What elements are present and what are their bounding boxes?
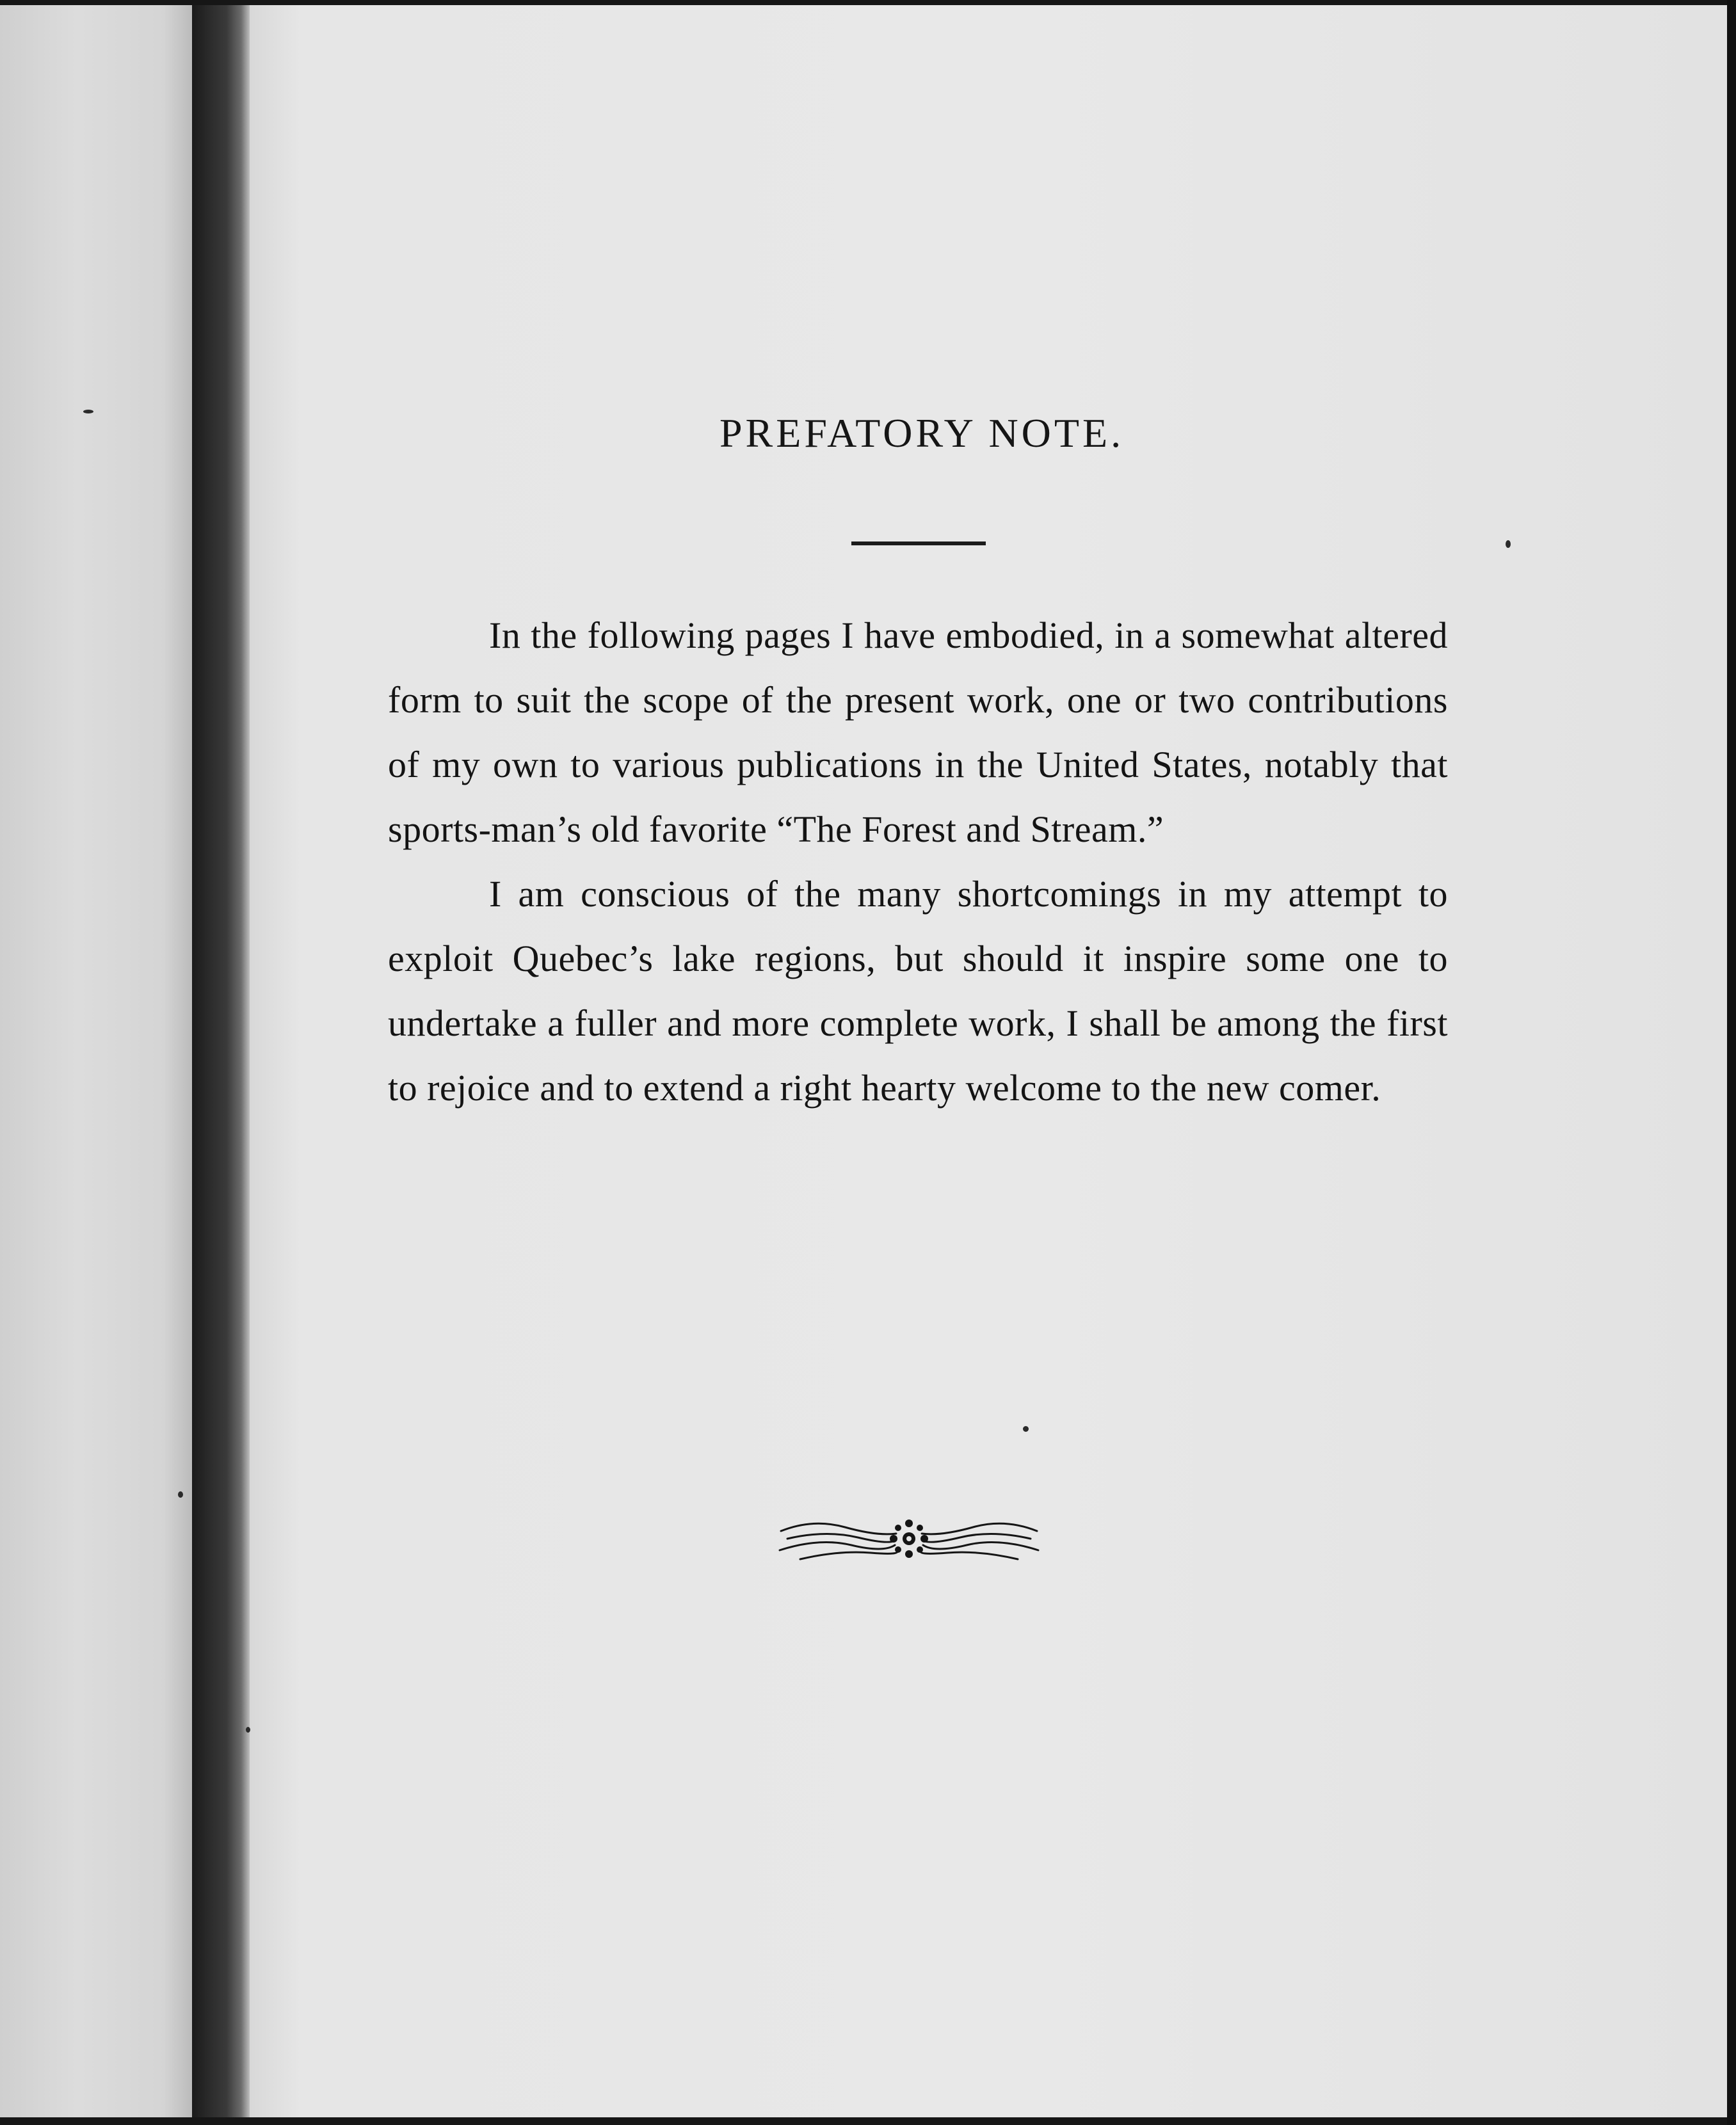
paper-speck <box>1023 1426 1029 1432</box>
paragraph-1: In the following pages I have embodied, in a somewhat altered form to suit the scope of the present work, one or two contributions of my own to various publications in the United States, notably that sports-man’s old favorite “The Forest and Stream.” <box>388 614 1448 850</box>
paper-speck <box>246 1727 250 1733</box>
title-rule <box>851 541 986 545</box>
scan-top-border <box>0 0 1736 5</box>
scan-right-border <box>1727 0 1736 2125</box>
binding-shadow <box>163 0 195 2125</box>
paper-speck <box>83 410 93 413</box>
paper-speck <box>178 1491 183 1498</box>
book-binding-edge <box>192 0 250 2125</box>
page-title: PREFATORY NOTE. <box>719 410 1125 456</box>
scan-bottom-border <box>0 2117 1736 2125</box>
prefatory-note-body <box>388 603 1448 1120</box>
fleuron-ornament-icon <box>775 1505 1043 1567</box>
paper-speck <box>1506 540 1511 548</box>
paragraph-2: I am conscious of the many shortcomings in my attempt to exploit Quebec’s lake regions, but should it inspire some one to undertake a fuller and more complete work, I shall be among the first to rejoice and to extend a right hearty welcome to the new comer. <box>388 873 1448 1109</box>
